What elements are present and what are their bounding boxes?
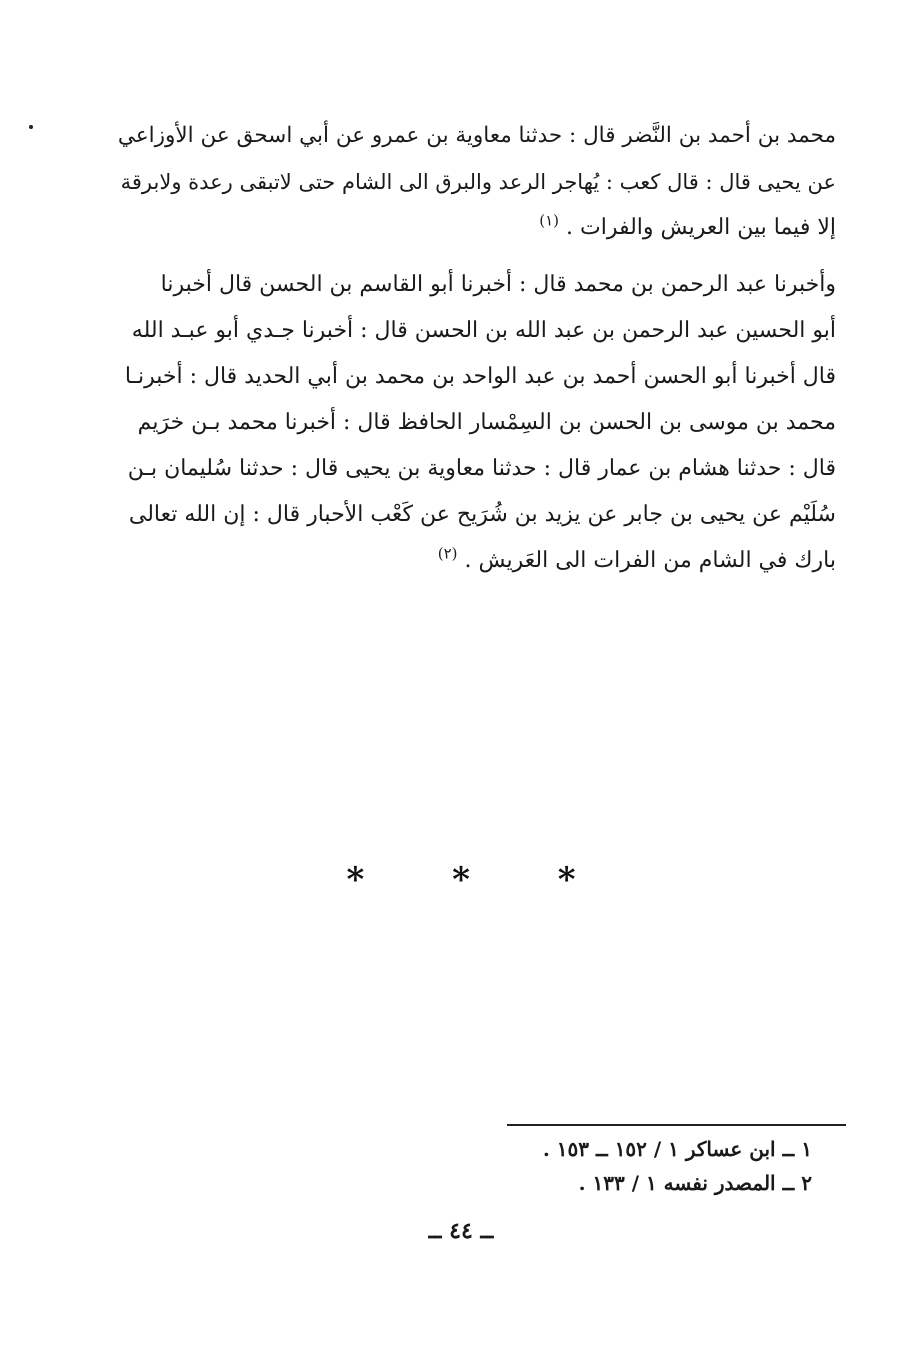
paragraph-line: محمد بن أحمد بن النَّضر قال : حدثنا معاوية بن عمرو عن أبي اسحق عن الأوزاعي — [117, 123, 836, 148]
footnote-2: ٢ ــ المصدر نفسه ١ / ١٣٣ . — [578, 1171, 812, 1195]
footnote-1: ١ ــ ابن عساكر ١ / ١٥٢ ــ ١٥٣ . — [542, 1137, 812, 1161]
paragraph-line: أبو الحسين عبد الرحمن بن عبد الله بن الحسن قال : أخبرنا جـدي أبو عبـد الله — [131, 318, 836, 343]
footnote-marker-1: (١) — [539, 211, 560, 230]
stray-dot — [29, 125, 33, 129]
paragraph-line: محمد بن موسى بن الحسن بن السِمْسار الحافظ قال : أخبرنا محمد بـن خرَيم — [137, 410, 836, 435]
footnotes — [440, 1132, 812, 1200]
paragraph-line: وأخبرنا عبد الرحمن بن محمد قال : أخبرنا أبو القاسم بن الحسن قال أخبرنا — [160, 272, 836, 297]
paragraph-line: سُلَيْم عن يحيى بن جابر عن يزيد بن شُرَيح عن كَعْب الأحبار قال : إن الله تعالى — [128, 502, 836, 527]
paragraph-1 — [112, 113, 836, 251]
paragraph-line-last — [112, 538, 836, 584]
paragraph-line: قال أخبرنا أبو الحسن أحمد بن عبد الواحد بن محمد بن أبي الحديد قال : أخبرنـا — [124, 364, 836, 389]
page-number: ــ ٤٤ ــ — [428, 1218, 494, 1244]
footnote-rule — [507, 1124, 846, 1126]
paragraph-line-last — [112, 205, 836, 251]
paragraph-line-text: بارك في الشام من الفرات الى العَريش . — [464, 548, 836, 573]
paragraph-line: قال : حدثنا هشام بن عمار قال : حدثنا معاوية بن يحيى قال : حدثنا سُليمان بـن — [127, 456, 836, 481]
section-separator: * * * — [346, 860, 614, 900]
footnote-marker-2: (٢) — [437, 544, 458, 563]
paragraph-line-text: إلا فيما بين العريش والفرات . — [566, 215, 836, 240]
paragraph-2 — [112, 262, 836, 584]
paragraph-line: عن يحيى قال : قال كعب : يُهاجر الرعد والبرق الى الشام حتى لاتبقى رعدة ولابرقة — [120, 170, 836, 194]
